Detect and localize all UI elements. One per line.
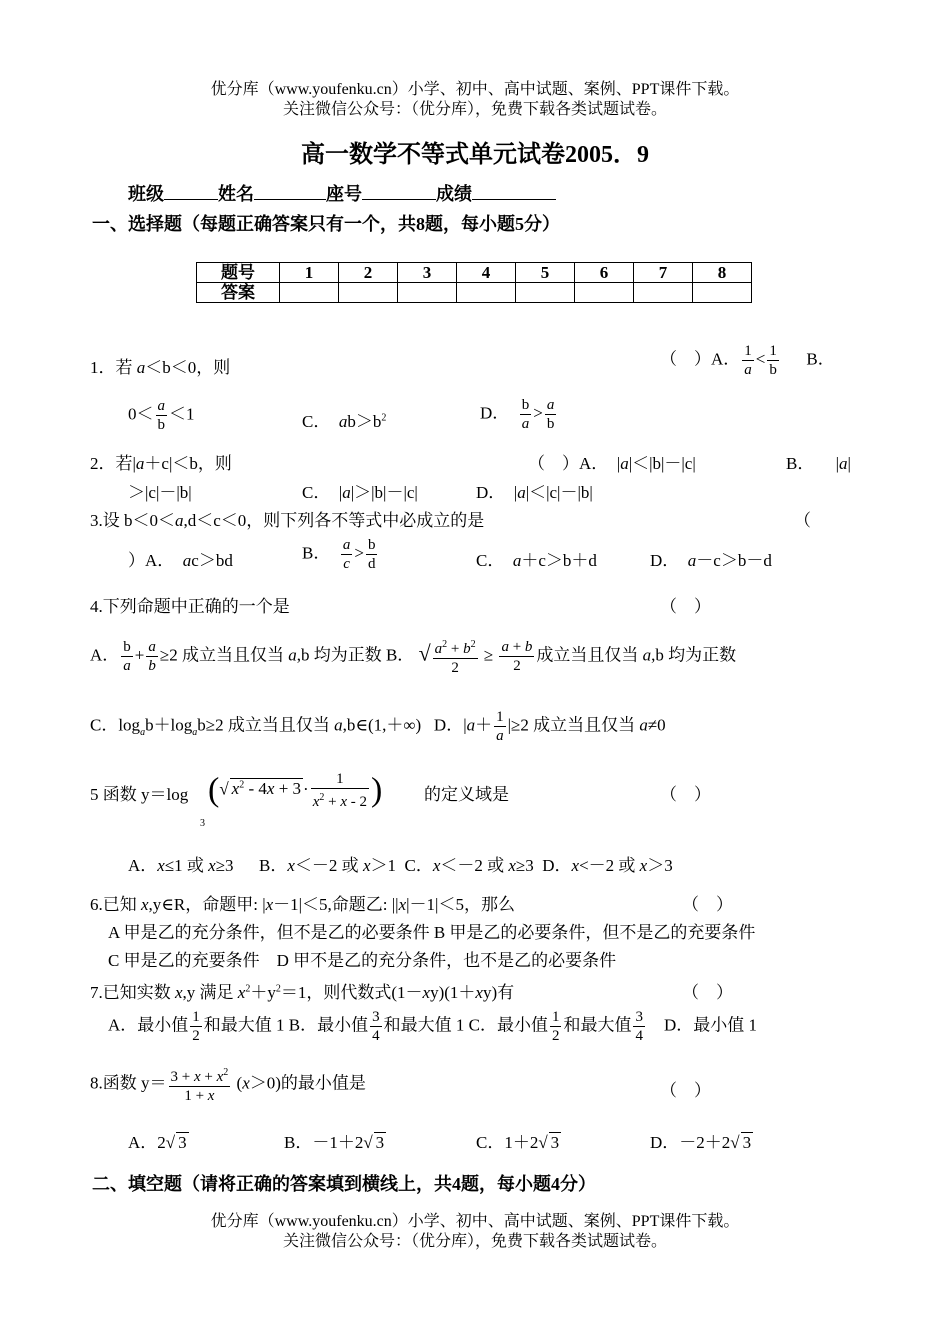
question-3-optC: C． a＋c＞b＋d — [476, 551, 597, 570]
row-label-answer: 答案 — [197, 283, 280, 303]
answer-cell[interactable] — [339, 283, 398, 303]
question-number: 8 — [693, 263, 752, 283]
question-number: 2 — [339, 263, 398, 283]
question-8-stem: 8.函数 y＝ $\frac{3 + x + x^2}{1 + x}$ (x＞0)的最小值是 — [90, 1064, 366, 1105]
answer-table-row-answers — [197, 283, 752, 303]
answer-cell[interactable] — [634, 283, 693, 303]
question-8-optD: D．－2＋2√ 3 — [650, 1133, 752, 1152]
question-3-stem: 3.设 b＜0＜a,d＜c＜0，则下列各不等式中必成立的是 — [90, 511, 485, 530]
question-number: 5 — [516, 263, 575, 283]
site-header-line1: 优分库（www.youfenku.cn）小学、初中、高中试题、案例、PPT课件下载。 — [210, 81, 740, 98]
name-label: 姓名 — [218, 184, 254, 204]
question-5-paren: （ ） — [660, 785, 711, 804]
question-8-optA: A．2√ 3 — [128, 1133, 187, 1152]
name-blank[interactable] — [254, 181, 326, 200]
question-2-optD: D． |a|＜|c|－|b| — [476, 483, 593, 502]
site-header-line2: 关注微信公众号：（优分库），免费下载各类试题试卷。 — [282, 101, 667, 118]
answer-cell[interactable] — [398, 283, 457, 303]
seat-label: 座号 — [326, 184, 362, 204]
question-4-paren: （ ） — [660, 597, 711, 616]
score-label: 成绩 — [436, 184, 472, 204]
question-8-optB: B．－1＋2√ 3 — [284, 1133, 385, 1152]
question-7-options: A．最小值 $\frac{1}{2}$ 和最大值 1 B．最小值 $\frac{3}{4}$ 和最大值 1 C．最小值 $\frac{1}{2}$ 和最大值 $\frac{3}{4}$ D．最小值 1 — [108, 1009, 757, 1044]
row-label-question: 题号 — [197, 263, 280, 283]
question-3-paren-open: （ — [794, 511, 811, 530]
answer-cell[interactable] — [280, 283, 339, 303]
section2-heading: 二、填空题（请将正确的答案填到横线上，共4题，每小题4分） — [92, 1174, 596, 1194]
answer-cell[interactable] — [693, 283, 752, 303]
answer-cell[interactable] — [516, 283, 575, 303]
question-2-optB-end: ＞|c|－|b| — [128, 483, 192, 502]
question-2-optB-start: B． |a| — [786, 454, 851, 473]
question-8-paren: （ ） — [660, 1081, 711, 1100]
question-8-optC: C．1＋2√ 3 — [476, 1133, 560, 1152]
question-4-optA-optB: A． $\frac{b}{a}$ + $\frac{a}{b}$ ≥2 成立当且仅当 a,b 均为正数 B． √ $\frac{a^2 + b^2}{2}$ ≥ $\frac{a + b}{2}$ 成立当且仅当 a,b 均为正数 — [90, 636, 736, 677]
question-4-stem: 4.下列命题中正确的一个是 — [90, 597, 290, 616]
question-3-optA: ）A． ac＞bd — [128, 551, 233, 570]
question-7-paren: （ ） — [682, 983, 733, 1002]
answer-cell[interactable] — [575, 283, 634, 303]
question-number: 7 — [634, 263, 693, 283]
question-2-stem: 2．若|a＋c|＜b，则 — [90, 454, 232, 473]
section1-heading: 一、选择题（每题正确答案只有一个，共8题，每小题5分） — [92, 214, 560, 234]
question-3-optB: B． $\frac{a}{c}$ > $\frac{b}{d}$ — [302, 537, 376, 572]
question-2-optA: （ ）A． |a|＜|b|－|c| — [528, 454, 696, 473]
answer-table-row-numbers — [197, 263, 752, 283]
question-1-optC: C． $ab>b^2$ — [302, 412, 387, 431]
class-blank[interactable] — [164, 181, 218, 200]
question-number: 6 — [575, 263, 634, 283]
question-4-optC-optD: C．$\log_ab+\log_ab\ge 2$ 成立当且仅当 a,b∈(1,＋∞) D．|a＋ $\frac{1}{a}$ |≥2 成立当且仅当 a≠0 — [90, 709, 666, 744]
question-1-options: 0＜ $\frac{a}{b}$ ＜1 — [128, 398, 195, 433]
class-label: 班级 — [128, 184, 164, 204]
question-5-stem-end: 的定义域是 — [424, 785, 509, 804]
question-number: 3 — [398, 263, 457, 283]
site-footer-line2: 关注微信公众号：（优分库），免费下载各类试题试卷。 — [282, 1233, 667, 1250]
question-6-optA-optB: A 甲是乙的充分条件，但不是乙的必要条件 B 甲是乙的必要条件，但不是乙的充要条件 — [108, 923, 756, 942]
score-blank[interactable] — [472, 181, 556, 200]
question-6-paren: （ ） — [682, 895, 733, 914]
seat-blank[interactable] — [362, 181, 436, 200]
question-6-optC-optD: C 甲是乙的充要条件 D 甲不是乙的充分条件，也不是乙的必要条件 — [108, 951, 617, 970]
question-3-optD: D． a－c＞b－d — [650, 551, 772, 570]
student-info-line — [128, 180, 556, 206]
question-7-stem: 7.已知实数 x,y 满足 $x^2+y^2=1$，则代数式(1－xy)(1＋xy)有 — [90, 983, 515, 1002]
question-5-argument: (√ $x^2 - 4x + 3$ · $\frac{1}{x^2 + x - 2}$ ) — [208, 771, 383, 810]
site-footer-line1: 优分库（www.youfenku.cn）小学、初中、高中试题、案例、PPT课件下载。 — [210, 1213, 740, 1230]
question-5-stem: 5 函数 y＝log — [90, 785, 189, 804]
question-6-stem: 6.已知 x,y∈R，命题甲: |x－1|＜5,命题乙: ||x|－1|＜5，那么 — [90, 895, 515, 914]
page-title: 高一数学不等式单元试卷2005．9 — [301, 142, 649, 168]
question-number: 1 — [280, 263, 339, 283]
question-1-optD: D． $\frac{b}{a}$ > $\frac{a}{b}$ — [480, 397, 555, 432]
question-2-optC: C． |a|＞|b|－|c| — [302, 483, 418, 502]
answer-cell[interactable] — [457, 283, 516, 303]
question-5-options: A．x≤1 或 x≥3 B．x＜－2 或 x＞1 C．x＜－2 或 x≥3 D．x<－2 或 x＞3 — [128, 856, 673, 875]
question-1-stem: 1．若 a＜b＜0，则 — [90, 358, 231, 377]
question-number: 4 — [457, 263, 516, 283]
question-5-log-base: 3 — [200, 818, 205, 829]
answer-table — [196, 262, 752, 303]
question-1-paren-optA: （ ）A． $\frac{1}{a}$ < $\frac{1}{b}$ B． — [660, 343, 835, 378]
